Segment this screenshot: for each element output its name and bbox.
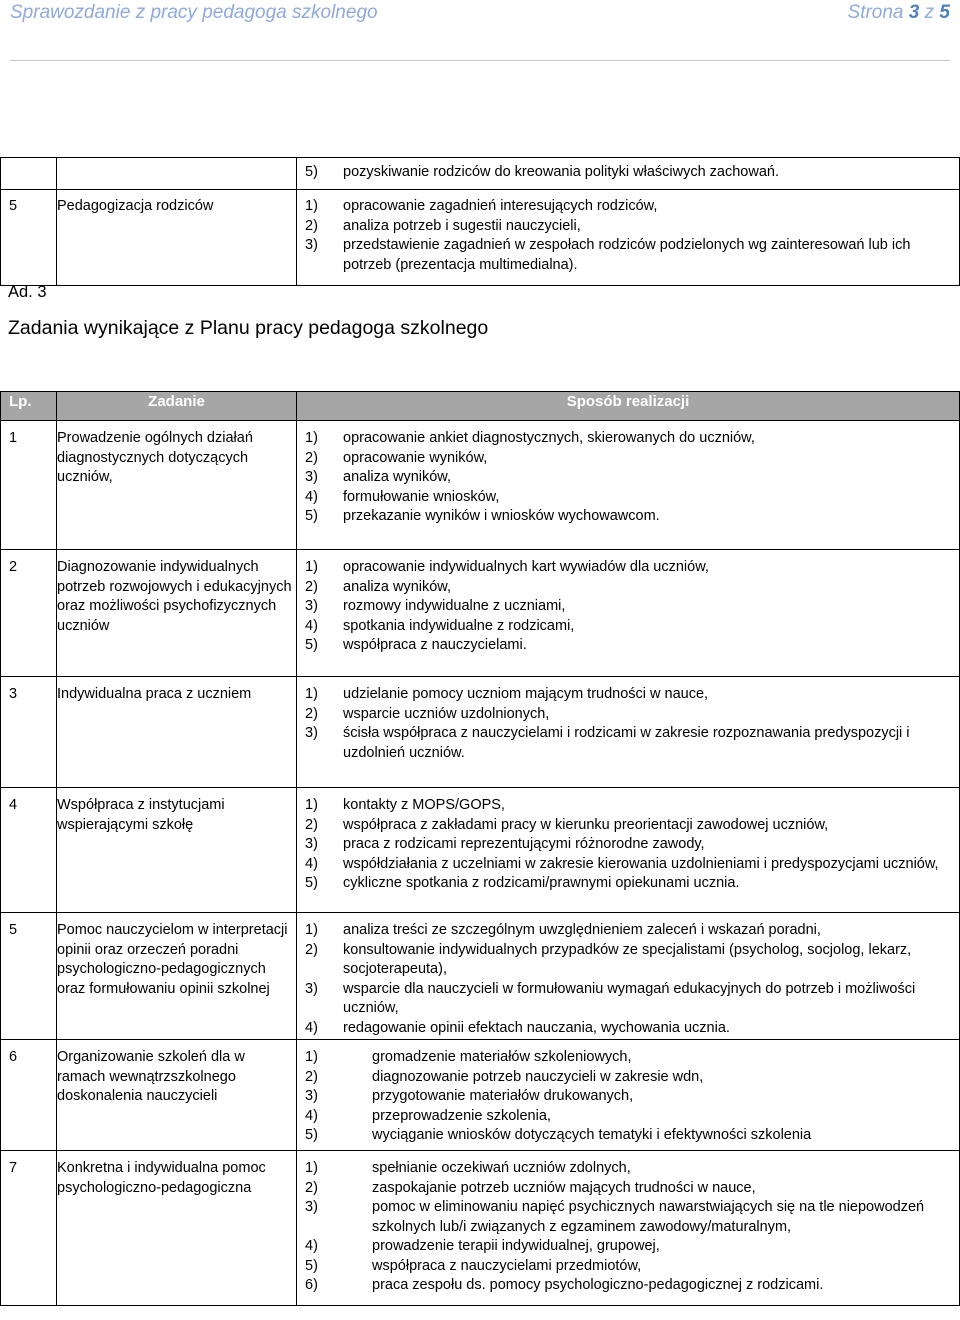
list-number: 2): [305, 816, 318, 833]
row-task: Prowadzenie ogólnych działań diagnostycznych dotyczących uczniów,: [57, 421, 297, 550]
row-task: Indywidualna praca z uczniem: [57, 677, 297, 788]
header-divider: [10, 60, 950, 61]
list-text: współpraca z nauczycielami.: [343, 637, 527, 653]
list-number: 4): [305, 1107, 318, 1124]
table-row: [1, 788, 960, 913]
list-text: analiza treści ze szczególnym uwzględnieniem zaleceń i wskazań poradni,: [343, 922, 821, 938]
list-item: [305, 685, 955, 705]
list-item: [305, 617, 955, 637]
list-number: 2): [305, 1068, 318, 1085]
list-number: 5): [305, 875, 318, 891]
list-number: 3): [305, 1199, 318, 1215]
list-number: 5): [305, 508, 318, 524]
table-row: [1, 158, 960, 190]
tasks-table: [0, 391, 960, 1306]
list-item: [305, 636, 955, 656]
list-text: przekazanie wyników i wniosków wychowawcom.: [343, 508, 660, 524]
list-text: współpraca z nauczycielami przedmiotów,: [372, 1257, 642, 1274]
list-item: [305, 941, 955, 980]
list-number: 3): [305, 598, 318, 614]
header-page-number: [848, 2, 950, 24]
list-item: [305, 558, 955, 578]
list-text: praca z rodzicami reprezentującymi różnorodne zawody,: [343, 836, 705, 852]
list-text: cykliczne spotkania z rodzicami/prawnymi opiekunami ucznia.: [343, 875, 740, 891]
list-text: gromadzenie materiałów szkoleniowych,: [372, 1049, 632, 1065]
table-row: [1, 1040, 960, 1151]
list-number: 2): [305, 578, 318, 595]
list-item: [305, 724, 955, 763]
method-list: [305, 429, 955, 527]
list-item: [305, 429, 955, 449]
list-number: 2): [305, 1179, 318, 1196]
list-text: wsparcie dla nauczycieli w formułowaniu wymagań edukacyjnych do potrzeb i możliwości uczniów,: [343, 980, 916, 1016]
list-text: udzielanie pomocy uczniom mającym trudności w nauce,: [343, 686, 709, 702]
list-number: 4): [305, 855, 318, 872]
page-header: [0, 0, 960, 30]
list-text: rozmowy indywidualne z uczniami,: [343, 598, 566, 614]
row-lp: 3: [1, 677, 57, 788]
list-item: [305, 874, 955, 894]
row-lp: 1: [1, 421, 57, 550]
table-row: [1, 421, 960, 550]
list-text: ścisła współpraca z nauczycielami i rodzicami w zakresie rozpoznawania predyspozycji i uzdolnień uczniów.: [343, 725, 910, 761]
list-item: [305, 597, 955, 617]
list-text: kontakty z MOPS/GOPS,: [343, 797, 505, 813]
list-number: 3): [305, 1088, 318, 1104]
page-prefix: Strona: [847, 2, 904, 23]
list-item: [305, 507, 955, 527]
row-lp: 5: [1, 190, 57, 286]
list-number: 5): [305, 1257, 318, 1274]
header-lp: Lp.: [1, 392, 57, 421]
list-text: zaspokajanie potrzeb uczniów mających trudności w nauce,: [372, 1179, 756, 1196]
section-title: Zadania wynikające z Planu pracy pedagoga szkolnego: [8, 317, 489, 339]
list-text: opracowanie wyników,: [343, 449, 488, 466]
list-text: formułowanie wniosków,: [343, 488, 500, 505]
list-number: 2): [305, 941, 318, 958]
row-task: Konkretna i indywidualna pomoc psychologiczno-pedagogiczna: [57, 1151, 297, 1306]
list-number: 2): [305, 705, 318, 722]
list-item: [305, 1276, 955, 1296]
list-text: przygotowanie materiałów drukowanych,: [372, 1088, 634, 1104]
list-text: opracowanie ankiet diagnostycznych, skierowanych do uczniów,: [343, 430, 755, 446]
list-text: praca zespołu ds. pomocy psychologiczno-pedagogicznej z rodzicami.: [372, 1277, 824, 1293]
row-task: Pedagogizacja rodziców: [57, 190, 297, 286]
page-sep: z: [924, 2, 935, 23]
method-list: [305, 1159, 955, 1296]
list-number: 2): [305, 449, 318, 466]
table-row: [1, 913, 960, 1040]
list-item: [305, 705, 955, 725]
list-number: 5): [305, 637, 318, 653]
list-number: 6): [305, 1277, 318, 1293]
method-list: [305, 163, 955, 183]
list-number: 1): [305, 1049, 318, 1065]
list-text: konsultowanie indywidualnych przypadków ze specjalistami (psycholog, socjolog, lekarz, socjoterapeuta),: [343, 941, 912, 977]
table-header-row: [1, 392, 960, 421]
list-item: [305, 1087, 955, 1107]
list-item: [305, 578, 955, 598]
list-item: [305, 488, 955, 508]
list-number: 1): [305, 1160, 318, 1176]
page-total: 5: [939, 2, 950, 23]
list-number: 4): [305, 1238, 318, 1254]
list-number: 1): [305, 686, 318, 702]
list-item: 1) opracowanie zagadnień interesujących rodziców,: [305, 198, 658, 214]
list-text: przeprowadzenie szkolenia,: [372, 1107, 551, 1124]
list-item: [305, 1237, 955, 1257]
list-text: współpraca z zakładami pracy w kierunku preorientacji zawodowej uczniów,: [343, 816, 829, 833]
list-text: analiza wyników,: [343, 469, 451, 485]
list-text: analiza wyników,: [343, 578, 451, 595]
list-item: [305, 1257, 955, 1277]
row-task: Współpraca z instytucjami wspierającymi szkołę: [57, 788, 297, 913]
list-text: prowadzenie terapii indywidualnej, grupowej,: [372, 1238, 660, 1254]
list-text: wyciąganie wniosków dotyczących tematyki i efektywności szkolenia: [372, 1127, 812, 1143]
method-list: [305, 558, 955, 656]
page-current: 3: [908, 2, 920, 23]
list-item: [305, 1179, 955, 1199]
row-task: Organizowanie szkoleń dla w ramach wewnątrzszkolnego doskonalenia nauczycieli: [57, 1040, 297, 1151]
list-text: współdziałania z uczelniami w zakresie kierowania uzdolnieniami i predyspozycjami uczniów,: [343, 855, 939, 872]
row-lp: 7: [1, 1151, 57, 1306]
list-item: [305, 921, 955, 941]
list-item: [305, 1019, 955, 1039]
list-item: [305, 835, 955, 855]
list-text: pomoc w eliminowaniu napięć psychicznych nawarstwiających się na tle niepowodzeń szkolnych lub/i związanych z egzaminem zawodowy/maturalnym,: [372, 1199, 925, 1235]
list-item: 3) przedstawienie zagadnień w zespołach rodziców podzielonych wg zainteresowań lub ich potrzeb (prezentacja multimedialna).: [305, 237, 911, 273]
list-number: 3): [305, 469, 318, 485]
list-text: redagowanie opinii efektach nauczania, wychowania ucznia.: [343, 1019, 730, 1036]
method-list: [305, 197, 955, 275]
row-lp: 6: [1, 1040, 57, 1151]
header-title: Sprawozdanie z pracy pedagoga szkolnego: [10, 2, 378, 23]
list-item: [305, 980, 955, 1019]
list-item: [305, 1126, 955, 1146]
continued-table: [0, 157, 960, 286]
row-lp: 4: [1, 788, 57, 913]
header-method: Sposób realizacji: [297, 392, 960, 421]
row-lp: 2: [1, 550, 57, 677]
list-number: 1): [305, 922, 318, 938]
list-number: 3): [305, 836, 318, 852]
list-item: 5) pozyskiwanie rodziców do kreowania polityki właściwych zachowań.: [305, 164, 779, 180]
list-item: [305, 468, 955, 488]
section-number: Ad. 3: [8, 283, 47, 301]
row-lp: 5: [1, 913, 57, 1040]
list-text: wsparcie uczniów uzdolnionych,: [343, 705, 550, 722]
list-item: [305, 1198, 955, 1237]
table-row: [1, 1151, 960, 1306]
list-text: spełnianie oczekiwań uczniów zdolnych,: [372, 1160, 631, 1176]
list-item: [305, 1068, 955, 1088]
list-number: 1): [305, 797, 318, 813]
list-text: opracowanie indywidualnych kart wywiadów dla uczniów,: [343, 559, 709, 575]
list-text: spotkania indywidualne z rodzicami,: [343, 617, 575, 634]
list-item: [305, 1159, 955, 1179]
list-item: [305, 449, 955, 469]
list-item: [305, 855, 955, 875]
list-number: 1): [305, 559, 318, 575]
method-list: [305, 1048, 955, 1146]
method-list: [305, 921, 955, 1038]
table-row: [1, 677, 960, 788]
list-item: [305, 796, 955, 816]
list-number: 4): [305, 488, 318, 505]
list-item: 2) analiza potrzeb i sugestii nauczycieli,: [305, 217, 581, 234]
list-number: 3): [305, 980, 318, 997]
list-item: [305, 816, 955, 836]
list-number: 5): [305, 1127, 318, 1143]
method-list: [305, 796, 955, 894]
list-number: 4): [305, 1019, 318, 1036]
list-number: 3): [305, 725, 318, 741]
header-task: Zadanie: [57, 392, 297, 421]
method-list: [305, 685, 955, 763]
list-item: [305, 1107, 955, 1127]
row-task: Pomoc nauczycielom w interpretacji opinii oraz orzeczeń poradni psychologiczno-pedagogicznych oraz formułowaniu opinii szkolnej: [57, 913, 297, 1040]
list-text: diagnozowanie potrzeb nauczycieli w zakresie wdn,: [372, 1068, 704, 1085]
table-row: [1, 190, 960, 286]
list-item: [305, 1048, 955, 1068]
row-task: Diagnozowanie indywidualnych potrzeb rozwojowych i edukacyjnych oraz możliwości psychofizycznych uczniów: [57, 550, 297, 677]
table-row: [1, 550, 960, 677]
list-number: 4): [305, 617, 318, 634]
list-number: 1): [305, 430, 318, 446]
